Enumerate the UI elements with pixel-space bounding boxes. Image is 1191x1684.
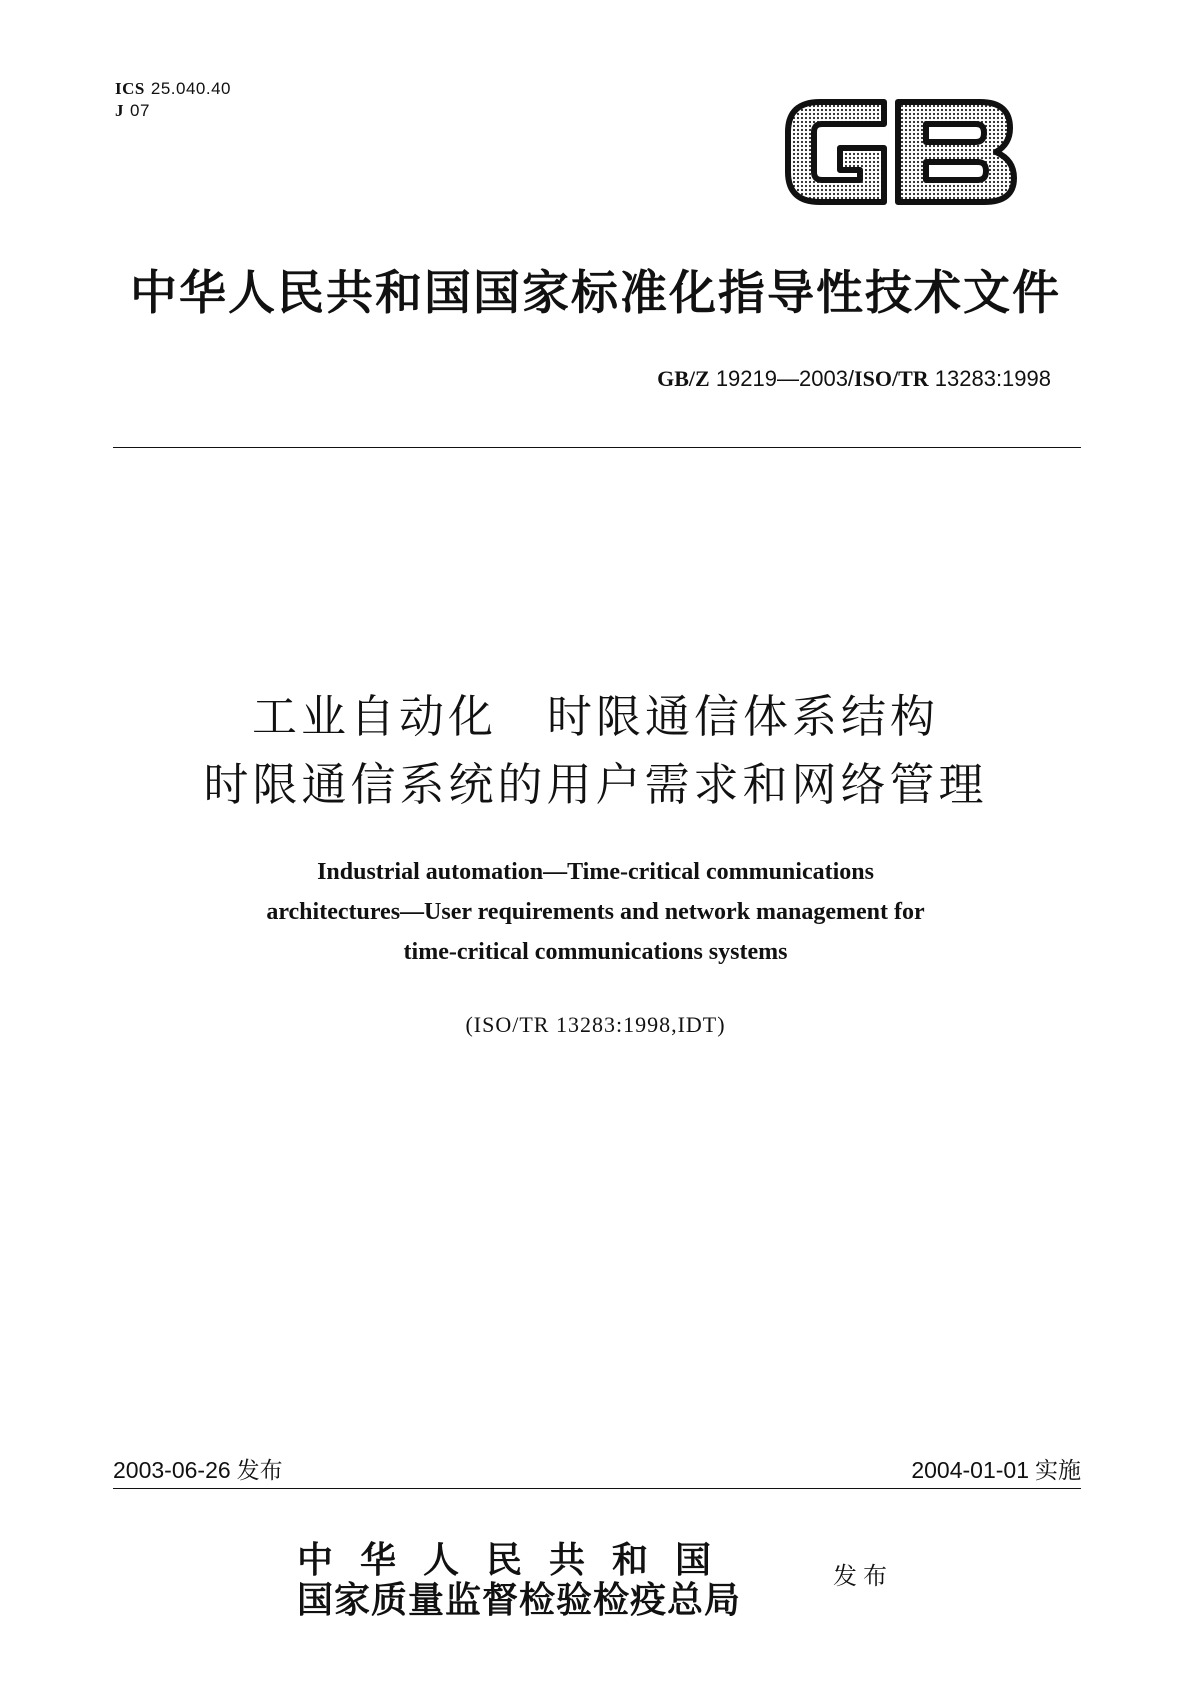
title-en-line-2: architectures—User requirements and network management for <box>266 899 925 925</box>
standard-number <box>657 366 1051 392</box>
classification-codes <box>115 78 231 122</box>
title-cn-part-2: 时限通信体系结构 <box>547 690 940 743</box>
effective-date <box>911 1452 1081 1485</box>
ccs-label: J <box>115 101 124 120</box>
title-en-line-3: time-critical communications systems <box>403 939 788 965</box>
page-title: 中华人民共和国国家标准化指导性技术文件 <box>130 266 1061 321</box>
issued-label: 发布 <box>833 1562 893 1590</box>
title-cn-part-1: 工业自动化 <box>251 690 497 743</box>
issuer-line-1: 中华人民共和国 <box>297 1539 739 1581</box>
publish-date-value: 2003-06-26 <box>113 1457 231 1483</box>
effective-date-value: 2004-01-01 <box>911 1457 1029 1483</box>
title-cn-line-2: 时限通信系统的用户需求和网络管理 <box>203 758 988 811</box>
ccs-code <box>115 100 231 122</box>
publish-date <box>113 1452 283 1485</box>
issuer-line-2: 国家质量监督检验检疫总局 <box>297 1579 742 1621</box>
publish-date-label: 发布 <box>236 1458 283 1484</box>
title-en-line-1: Industrial automation—Time-critical communications <box>317 859 874 885</box>
standard-prefix: GB/Z <box>657 366 710 391</box>
divider-bottom <box>113 1488 1081 1489</box>
ics-value: 25.040.40 <box>150 79 231 98</box>
title-en <box>0 852 1191 972</box>
title-cn-line-1 <box>0 680 1191 745</box>
divider-top <box>113 447 1081 448</box>
iso-reference: (ISO/TR 13283:1998,IDT) <box>465 1012 726 1037</box>
ccs-value: 07 <box>130 101 150 120</box>
iso-code: 13283:1998 <box>934 366 1051 391</box>
effective-date-label: 实施 <box>1035 1458 1081 1484</box>
ics-code <box>115 78 231 100</box>
ics-label: ICS <box>115 79 145 98</box>
gb-logo <box>780 92 1020 212</box>
iso-prefix: ISO/TR <box>854 366 929 391</box>
standard-code: 19219—2003/ <box>715 366 855 391</box>
